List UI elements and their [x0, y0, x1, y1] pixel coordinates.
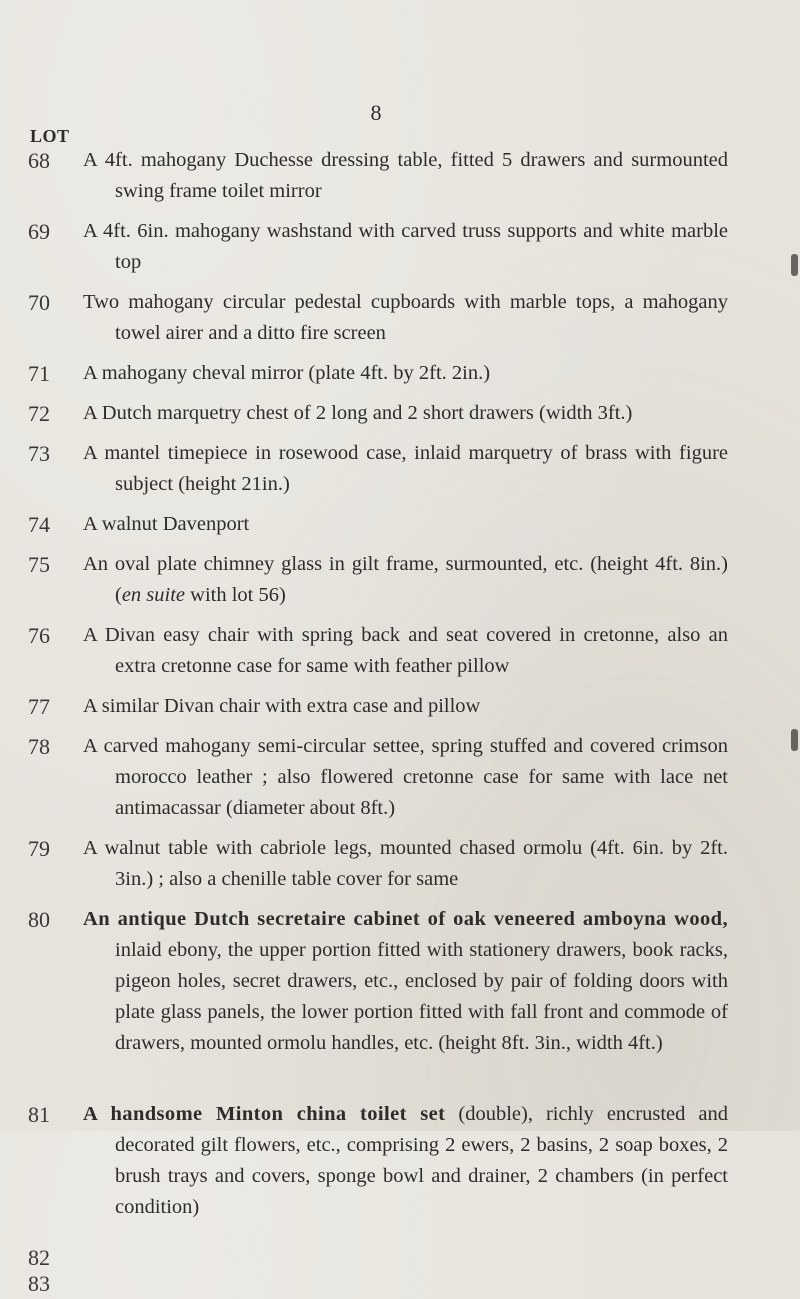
lot-74 — [0, 509, 800, 540]
lot-81 — [0, 1099, 800, 1254]
lot-description — [83, 1099, 728, 1223]
lot-77 — [0, 691, 800, 722]
lot-82 — [0, 1242, 800, 1270]
lot-number: 70 — [28, 290, 50, 315]
lot-description: A carved mahogany semi-circular settee, spring stuffed and covered crimson morocco leather ; also flowered cretonne case for same with lace net antimacassar (diameter about 8ft.) — [83, 735, 728, 819]
lot-description: A walnut table with cabriole legs, mounted chased ormolu (4ft. 6in. by 2ft. 3in.) ; also a chenille table cover for same — [83, 837, 728, 890]
lot-number: 77 — [28, 694, 50, 719]
lot-description: A 4ft. mahogany Duchesse dressing table, fitted 5 drawers and surmounted swing frame toilet mirror — [83, 149, 728, 202]
lot-73 — [0, 438, 800, 500]
lot-list — [0, 145, 800, 1296]
lot-number: 82 — [28, 1245, 50, 1270]
lot-number: 75 — [28, 552, 50, 577]
lot-69 — [0, 216, 800, 278]
lot-79 — [0, 833, 800, 895]
lot-68 — [0, 145, 800, 207]
lot-71 — [0, 358, 800, 389]
page-number: 8 — [370, 100, 382, 125]
lot-text-italic: en suite — [121, 584, 186, 606]
lot-text-part: inlaid ebony, the upper portion fitted with stationery drawers, book racks, pigeon holes, secret drawers, etc., enclosed by pair of folding doors with plate glass panels, the lower portion fitted with fall front and commode of drawers, mounted ormolu handles, etc. (height 8ft. 3in., width 4ft.) — [115, 939, 728, 1054]
lot-description: A 4ft. 6in. mahogany washstand with carved truss supports and white marble top — [83, 220, 728, 273]
lot-number: 68 — [28, 148, 50, 173]
lot-text-part: (double), richly encrusted and decorated gilt flowers, etc., comprising 2 ewers, 2 basins, 2 soap boxes, 2 brush trays and covers, sponge bowl and drainer, 2 chambers (in perfect condition) — [115, 1103, 728, 1218]
lot-number: 71 — [28, 361, 50, 386]
lot-72 — [0, 398, 800, 429]
lot-number: 72 — [28, 401, 50, 426]
lot-description: A mantel timepiece in rosewood case, inlaid marquetry of brass with figure subject (height 21in.) — [83, 442, 728, 495]
lot-number: 73 — [28, 441, 50, 466]
lot-description: Two mahogany circular pedestal cupboards with marble tops, a mahogany towel airer and a ditto fire screen — [83, 291, 728, 344]
lot-text-part: An oval plate chimney glass in gilt frame, surmounted, etc. (height 4ft. 8in.) ( — [83, 553, 728, 606]
lot-description: A similar Divan chair with extra case and pillow — [83, 695, 481, 717]
lot-number: 81 — [28, 1102, 50, 1127]
lot-number: 78 — [28, 734, 50, 759]
lot-number: 76 — [28, 623, 50, 648]
lot-description: A mahogany cheval mirror (plate 4ft. by 2ft. 2in.) — [83, 362, 491, 384]
lot-80 — [0, 904, 800, 1090]
lot-number: 83 — [28, 1271, 50, 1296]
lot-text-part: with lot 56) — [185, 584, 286, 606]
lot-description: A Divan easy chair with spring back and seat covered in cretonne, also an extra cretonne case for same with feather pillow — [83, 624, 728, 677]
lot-description — [83, 549, 728, 611]
lot-number: 74 — [28, 512, 50, 537]
lot-lead-text: A handsome Minton china toilet set — [83, 1103, 446, 1125]
lot-description — [83, 904, 728, 1059]
lot-column-header: LOT — [30, 126, 70, 146]
lot-70 — [0, 287, 800, 349]
lot-number: 69 — [28, 219, 50, 244]
lot-76 — [0, 620, 800, 682]
lot-number: 79 — [28, 836, 50, 861]
lot-description: A walnut Davenport — [83, 513, 250, 535]
lot-description: A Dutch marquetry chest of 2 long and 2 short drawers (width 3ft.) — [83, 402, 633, 424]
lot-lead-text: An antique Dutch secretaire cabinet of oak veneered amboyna wood, — [83, 908, 728, 930]
lot-83 — [0, 1268, 800, 1296]
lot-75 — [0, 549, 800, 611]
lot-78 — [0, 731, 800, 824]
lot-number: 80 — [28, 907, 50, 932]
